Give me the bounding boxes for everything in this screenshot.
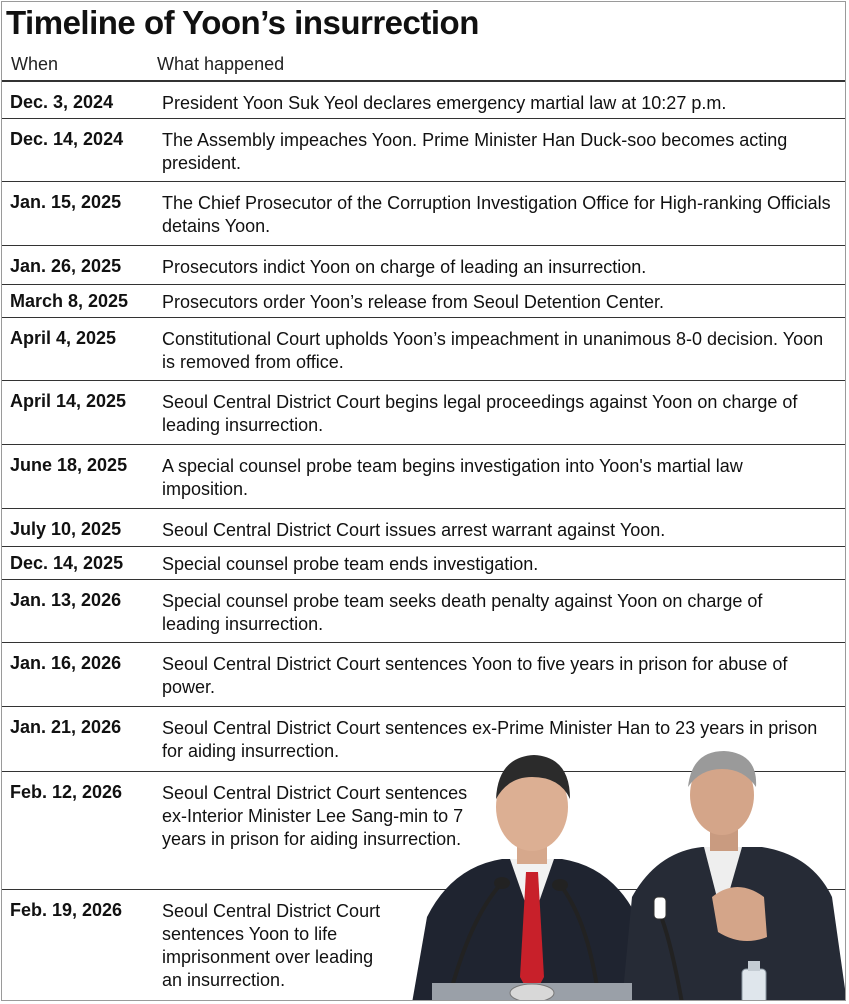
row-date: April 14, 2025 (10, 391, 127, 411)
table-row (2, 285, 845, 318)
timeline-card (1, 1, 846, 1001)
row-date: March 8, 2025 (10, 291, 129, 311)
row-date: Feb. 12, 2026 (10, 782, 123, 802)
row-event: Special counsel probe team seeks death penalty against Yoon on charge of leading insurrection. (162, 591, 763, 634)
row-event: Seoul Central District Court sentences Yoon to five years in prison for abuse of power. (162, 654, 788, 697)
row-date: Dec. 14, 2025 (10, 553, 124, 573)
podium (432, 983, 632, 1001)
table-row (2, 547, 845, 580)
table-row (2, 643, 845, 707)
table-row (2, 82, 845, 119)
row-date: Dec. 3, 2024 (10, 92, 114, 112)
man-right-figure (622, 751, 846, 1001)
row-event: The Assembly impeaches Yoon. Prime Minister Han Duck-soo becomes acting president. (162, 130, 788, 173)
man-left-figure (412, 755, 652, 1001)
row-date: July 10, 2025 (10, 519, 122, 539)
table-row (2, 246, 845, 285)
row-event: Prosecutors order Yoon’s release from Seoul Detention Center. (162, 292, 664, 312)
table-row (2, 381, 845, 445)
row-date: Jan. 26, 2025 (10, 256, 122, 276)
row-event: Prosecutors indict Yoon on charge of leading an insurrection. (162, 257, 647, 277)
news-photo (392, 747, 846, 1001)
row-date: Jan. 16, 2026 (10, 653, 122, 673)
row-event: Seoul Central District Court sentences Yoon to life imprisonment over leading an insurrection. (162, 901, 381, 990)
row-event: A special counsel probe team begins investigation into Yoon's martial law imposition. (162, 456, 743, 499)
row-event: Seoul Central District Court sentences ex-Prime Minister Han to 23 years in prison for aiding insurrection. (162, 718, 818, 761)
column-header-what: What happened (157, 54, 285, 74)
row-event: President Yoon Suk Yeol declares emergency martial law at 10:27 p.m. (162, 93, 727, 113)
row-event: Constitutional Court upholds Yoon’s impeachment in unanimous 8-0 decision. Yoon is removed from office. (162, 329, 824, 372)
table-row (2, 445, 845, 509)
row-event: The Chief Prosecutor of the Corruption Investigation Office for High-ranking Officials detains Yoon. (162, 193, 831, 236)
row-date: Feb. 19, 2026 (10, 900, 123, 920)
table-row (2, 580, 845, 643)
page-title: Timeline of Yoon’s insurrection (6, 4, 479, 41)
row-date: June 18, 2025 (10, 455, 128, 475)
row-date: Dec. 14, 2024 (10, 129, 124, 149)
row-date: Jan. 21, 2026 (10, 717, 122, 737)
row-event: Seoul Central District Court sentences ex-Interior Minister Lee Sang-min to 7 years in prison for aiding insurrection. (162, 783, 468, 849)
row-date: Jan. 15, 2025 (10, 192, 122, 212)
row-event: Seoul Central District Court begins legal proceedings against Yoon on charge of leading insurrection. (162, 392, 798, 435)
table-row (2, 509, 845, 547)
table-row (2, 119, 845, 182)
row-event: Special counsel probe team ends investigation. (162, 554, 539, 574)
table-row (2, 318, 845, 381)
row-date: Jan. 13, 2026 (10, 590, 122, 610)
row-date: April 4, 2025 (10, 328, 117, 348)
column-header-when: When (11, 54, 59, 74)
row-event: Seoul Central District Court issues arrest warrant against Yoon. (162, 520, 666, 540)
table-row (2, 182, 845, 246)
